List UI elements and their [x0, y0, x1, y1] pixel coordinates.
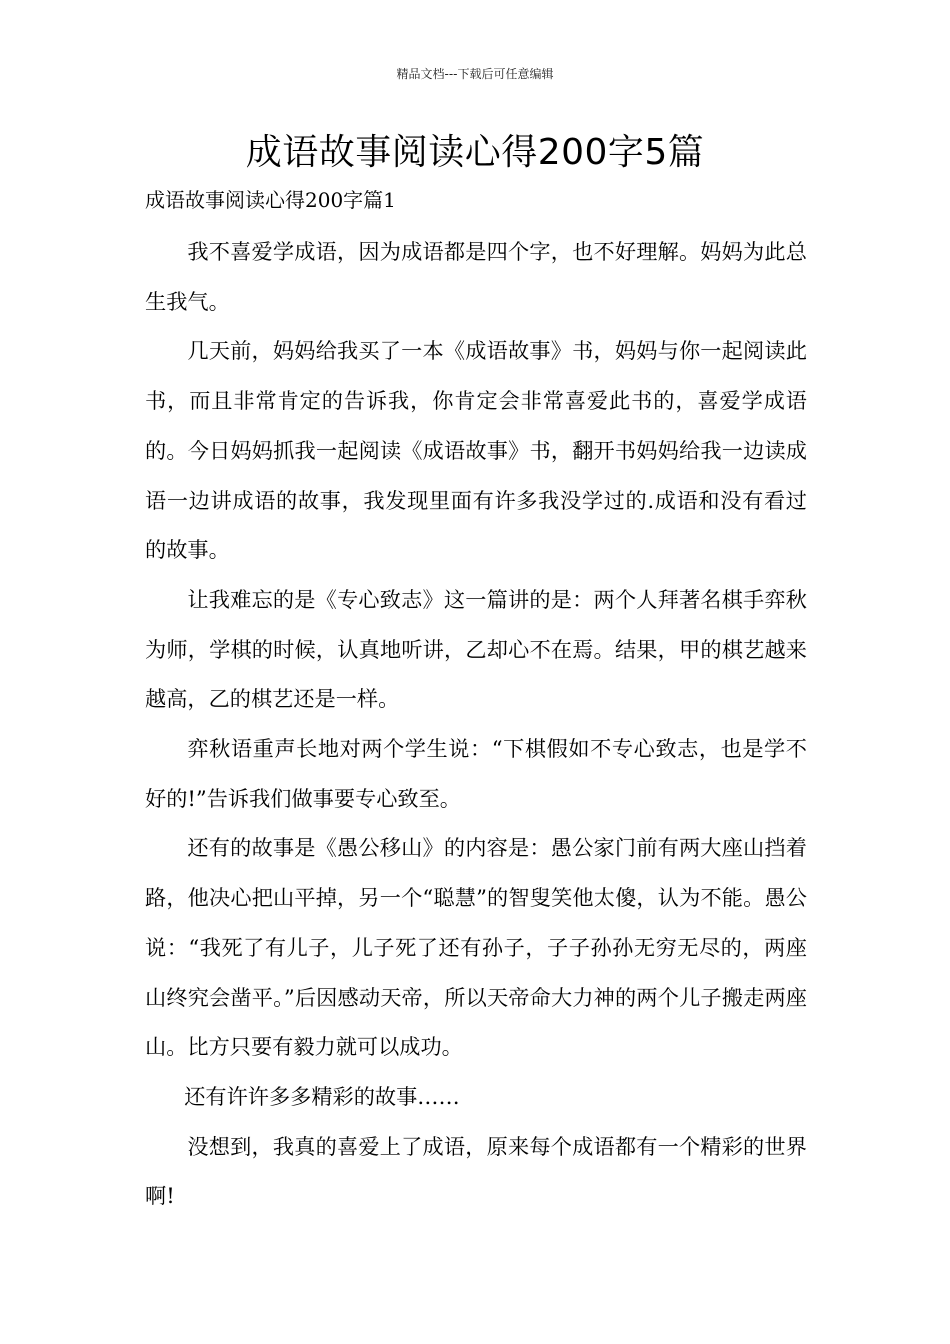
paragraph: 还有许许多多精彩的故事…… [184, 1083, 460, 1109]
header-note: 精品文档---下载后可任意编辑 [396, 67, 554, 81]
paragraph: 几天前，妈妈给我买了一本《成语故事》书，妈妈与你一起阅读此书，而且非常肯定的告诉我，你肯定会非常喜爱此书的，喜爱学成语的。今日妈妈抓我一起阅读《成语故事》书，翻开书妈妈给我一边读成语一边讲成语的故事，我发现里面有许多我没学过的.成语和没有看过的故事。 [145, 338, 807, 563]
section-heading: 成语故事阅读心得200字篇1 [145, 188, 396, 212]
document-title: 成语故事阅读心得200字5篇 [245, 132, 705, 173]
paragraph: 让我难忘的是《专心致志》这一篇讲的是：两个人拜著名棋手弈秋为师，学棋的时候，认真地听讲，乙却心不在焉。结果，甲的棋艺越来越高，乙的棋艺还是一样。 [145, 586, 807, 712]
paragraph: 还有的故事是《愚公移山》的内容是：愚公家门前有两大座山挡着路，他决心把山平掉，另一个“聪慧”的智叟笑他太傻，认为不能。愚公说：“我死了有儿子，儿子死了还有孙子，子子孙孙无穷无尽的，两座山终究会凿平。”后因感动天帝，所以天帝命大力神的两个儿子搬走两座山。比方只要有毅力就可以成功。 [145, 835, 807, 1060]
paragraph: 没想到，我真的喜爱上了成语，原来每个成语都有一个精彩的世界啊! [145, 1133, 807, 1209]
paragraph: 弈秋语重声长地对两个学生说：“下棋假如不专心致志，也是学不好的!”告诉我们做事要专心致至。 [145, 736, 807, 811]
document-body [145, 227, 807, 1221]
paragraph: 我不喜爱学成语，因为成语都是四个字，也不好理解。妈妈为此总生我气。 [145, 239, 807, 314]
